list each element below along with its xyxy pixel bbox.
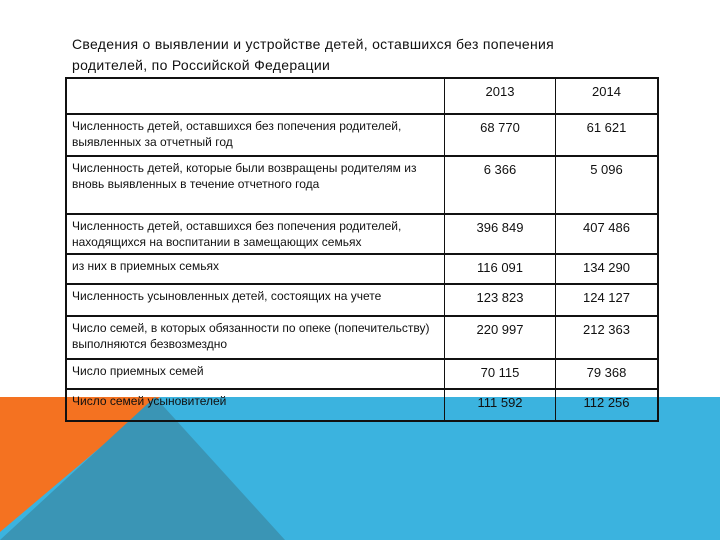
table-row [66, 316, 658, 359]
header-2013: 2013 [445, 78, 556, 114]
table-row [66, 389, 658, 421]
value-2014: 112 256 [556, 389, 659, 421]
value-2013: 123 823 [445, 284, 556, 316]
table-row [66, 359, 658, 389]
table-row [66, 254, 658, 284]
row-label: Численность детей, которые были возвращены родителям из вновь выявленных в течение отчетного года [66, 156, 445, 214]
value-2013: 396 849 [445, 214, 556, 254]
row-label: Число приемных семей [66, 359, 445, 389]
value-2013: 220 997 [445, 316, 556, 359]
table-header-row [66, 78, 658, 114]
value-2014: 407 486 [556, 214, 659, 254]
value-2014: 134 290 [556, 254, 659, 284]
value-2013: 68 770 [445, 114, 556, 156]
row-label: Численность усыновленных детей, состоящих на учете [66, 284, 445, 316]
header-2014: 2014 [556, 78, 659, 114]
table-row [66, 156, 658, 214]
value-2014: 61 621 [556, 114, 659, 156]
header-empty [66, 78, 445, 114]
value-2014: 79 368 [556, 359, 659, 389]
row-label: из них в приемных семьях [66, 254, 445, 284]
value-2013: 6 366 [445, 156, 556, 214]
row-label: Численность детей, оставшихся без попечения родителей, выявленных за отчетный год [66, 114, 445, 156]
page-title: Сведения о выявлении и устройстве детей, оставшихся без попечения родителей, по Российской Федерации [72, 36, 555, 73]
value-2014: 212 363 [556, 316, 659, 359]
value-2014: 5 096 [556, 156, 659, 214]
row-label: Число семей, в которых обязанности по опеке (попечительству) выполняются безвозмездно [66, 316, 445, 359]
statistics-table [65, 77, 659, 422]
row-label: Численность детей, оставшихся без попечения родителей, находящихся на воспитании в замещающих семьях [66, 214, 445, 254]
table-row [66, 214, 658, 254]
value-2013: 116 091 [445, 254, 556, 284]
row-label: Число семей усыновителей [66, 389, 445, 421]
value-2013: 70 115 [445, 359, 556, 389]
table-row [66, 114, 658, 156]
value-2014: 124 127 [556, 284, 659, 316]
value-2013: 111 592 [445, 389, 556, 421]
table-row [66, 284, 658, 316]
